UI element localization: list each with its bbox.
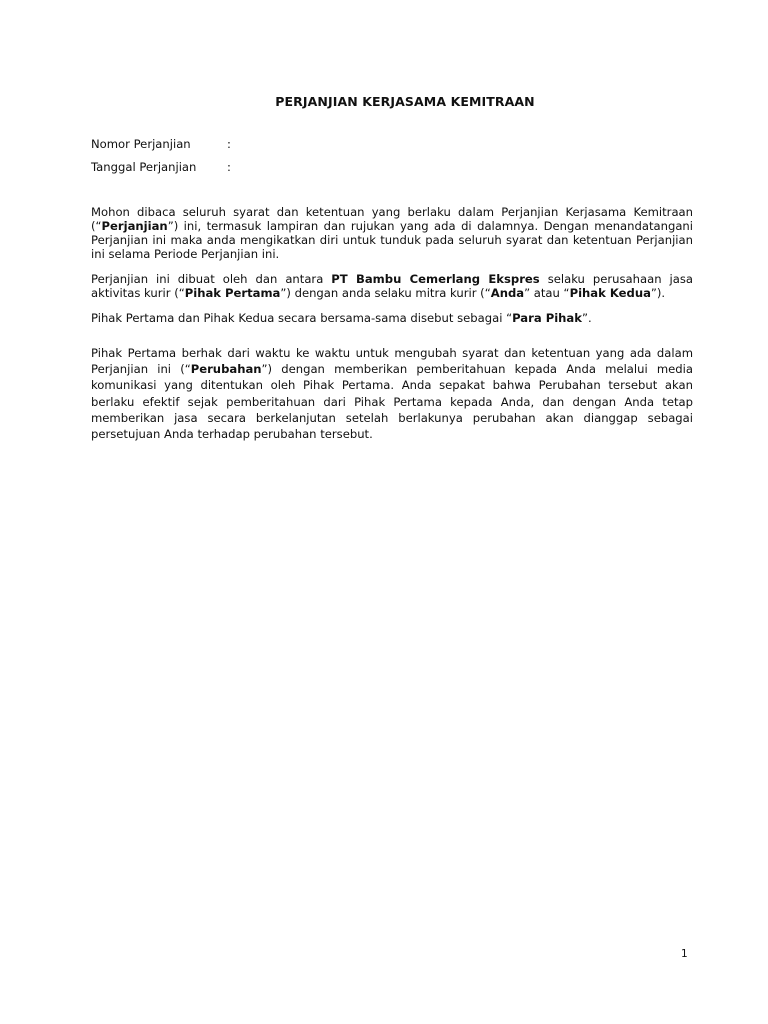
bold-term: Pihak Pertama <box>184 286 281 300</box>
text-segment: Mohon dibaca seluruh syarat dan ketentuan yang berlaku dalam Perjanjian Kerjasama Kemitraan (“ <box>91 205 693 233</box>
text-segment: ”) dengan memberikan pemberitahuan kepada Anda melalui media komunikasi yang ditentukan oleh Pihak Pertama. Anda sepakat bahwa Perubahan tersebut akan berlaku efektif sejak pemberitahuan dari Pihak Pertama kepada Anda, dan dengan Anda tetap memberikan jasa secara berkelanjutan setelah berlakunya perubahan akan dianggap sebagai persetujuan Anda terhadap perubahan tersebut. <box>91 362 693 442</box>
text-segment: Perjanjian ini dibuat oleh dan antara <box>91 272 332 286</box>
text-segment: selaku perusahaan jasa aktivitas kurir (“ <box>91 272 693 300</box>
bold-term: PT Bambu Cemerlang Ekspres <box>331 272 540 286</box>
paragraph-changes <box>91 345 693 442</box>
text-segment: ”). <box>650 286 666 300</box>
text-segment: Pihak Pertama berhak dari waktu ke waktu untuk mengubah syarat dan ketentuan yang ada dalam Perjanjian ini (“ <box>91 346 693 377</box>
agreement-number-label: Nomor Perjanjian <box>91 137 191 151</box>
paragraph-para-pihak <box>91 311 693 325</box>
text-segment: ”) dengan anda selaku mitra kurir (“ <box>280 286 491 300</box>
document-title: PERJANJIAN KERJASAMA KEMITRAAN <box>275 94 535 109</box>
bold-term: Anda <box>490 286 525 300</box>
text-segment: ” atau “ <box>524 286 570 300</box>
agreement-date-row <box>91 159 231 175</box>
text-segment: ”. <box>581 311 592 325</box>
page-number: 1 <box>681 948 688 960</box>
bold-term: Pihak Kedua <box>569 286 651 300</box>
text-segment: Pihak Pertama dan Pihak Kedua secara bersama-sama disebut sebagai “ <box>91 311 513 325</box>
agreement-number-separator: : <box>227 137 231 151</box>
bold-term: Para Pihak <box>512 311 582 325</box>
bold-term: Perjanjian <box>101 219 168 233</box>
agreement-number-row <box>91 136 231 152</box>
bold-term: Perubahan <box>190 362 262 377</box>
text-segment: ”) ini, termasuk lampiran dan rujukan yang ada di dalamnya. Dengan menandatangani Perjanjian ini maka anda mengikatkan diri untuk tunduk pada seluruh syarat dan ketentuan Perjanjian ini selama Periode Perjanjian ini. <box>91 219 693 261</box>
agreement-date-label: Tanggal Perjanjian <box>91 160 197 174</box>
paragraph-intro <box>91 205 693 261</box>
agreement-date-separator: : <box>227 160 231 174</box>
paragraph-parties <box>91 272 693 300</box>
